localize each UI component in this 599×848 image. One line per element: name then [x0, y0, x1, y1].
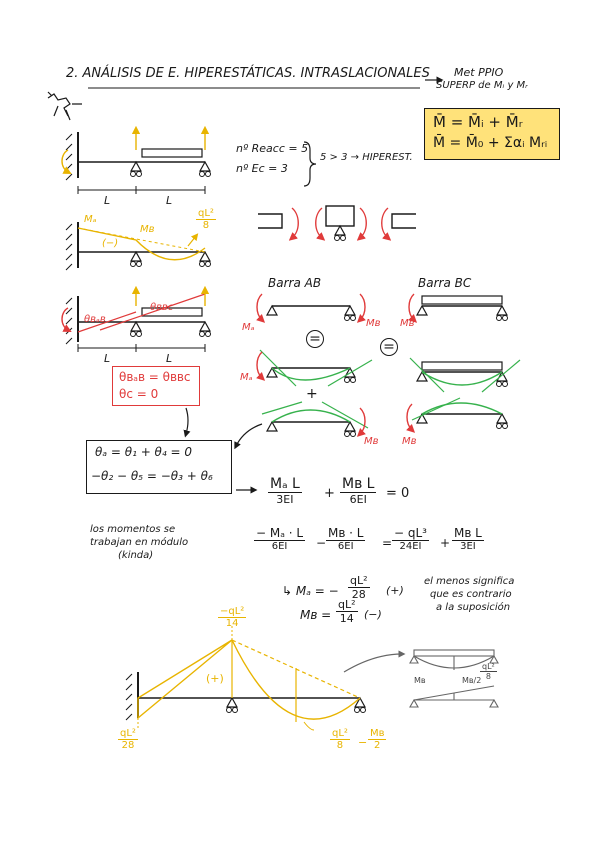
theta-line-2: −θ₂ − θ₅ = −θ₃ + θ₆ — [91, 469, 213, 483]
eq1-term2-den: 6EI — [349, 493, 367, 506]
eq2-plus: + — [440, 536, 451, 550]
span-label-3b: L — [166, 352, 173, 365]
eq2-term2-num: Mʙ · L — [328, 526, 364, 540]
bar-bc-label: Barra BC — [418, 276, 472, 290]
result-ma-den: 28 — [351, 588, 366, 601]
eq1-term2 — [340, 476, 376, 506]
final-moment-diagram — [126, 624, 366, 730]
eq1-term1 — [268, 476, 302, 506]
mini-mb-label: Mʙ — [414, 676, 426, 685]
eq2-term3 — [392, 526, 429, 552]
bar-ab-mb-deflection — [262, 402, 368, 437]
mb-label-ab-2: Mʙ — [364, 436, 379, 447]
result-mb-den: 14 — [339, 612, 354, 625]
label-mb-load: Mʙ — [140, 224, 155, 235]
final-right-tail-den: 2 — [374, 740, 381, 751]
equations-count: nº Ec = 3 — [236, 162, 288, 175]
final-right-label — [330, 728, 350, 751]
note-left-1: los momentos se — [90, 524, 176, 535]
eq2-term2 — [326, 526, 365, 552]
bar-ab-diagram — [257, 294, 365, 321]
ma-label-ab-2: Mₐ — [240, 372, 253, 383]
span-label-1a: L — [104, 194, 111, 207]
final-right-tail — [368, 728, 386, 751]
arrow-down — [186, 408, 188, 434]
final-left-den: 28 — [121, 740, 135, 751]
bar-bc-diagram — [409, 294, 508, 321]
eq2-term3-den: 24EI — [399, 541, 422, 552]
ma-label-ab: Mₐ — [242, 322, 255, 333]
result-mb-sign: (−) — [364, 608, 382, 621]
label-ma-load: Mₐ — [84, 214, 97, 225]
node-isolation-sketch — [258, 206, 416, 241]
formula-line-1: M̄ = M̄ᵢ + M̄ᵣ — [433, 113, 523, 131]
final-top-den: 14 — [225, 618, 239, 629]
result-ma-num: qL² — [350, 574, 368, 587]
arrow-to-mini — [344, 654, 402, 672]
method-line-2: SUPERP de Mᵢ y Mᵣ — [436, 80, 528, 91]
bar-ab-label: Barra AB — [268, 276, 322, 290]
result-ma-frac — [348, 574, 370, 601]
eq2-minus: − — [316, 536, 327, 550]
plus-sign: + — [306, 386, 318, 402]
final-right-den: 8 — [336, 740, 344, 751]
mb-label-bc-2: Mʙ — [402, 436, 417, 447]
eq1-term1-num: Mₐ L — [270, 476, 300, 492]
bar-bc-mb-deflection — [407, 398, 508, 430]
span-label-1b: L — [166, 194, 173, 207]
eq2-term1-num: − Mₐ · L — [256, 526, 304, 540]
result-mb-lhs: Mʙ = — [300, 608, 332, 622]
note-right-1: el menos significa — [424, 576, 515, 587]
theta-line-1: θₐ = θ₁ + θ₄ = 0 — [95, 445, 193, 459]
reactions-count: nº Reacc = 5 — [236, 142, 309, 155]
formula-box — [424, 108, 560, 160]
note-right-2: que es contrario — [430, 589, 512, 600]
eq2-term2-den: 6EI — [337, 541, 354, 552]
label-theta-bbc: θʙʙᴄ — [150, 302, 174, 313]
equals-sign-bc: = — [380, 338, 398, 356]
final-left-num: qL² — [120, 728, 136, 739]
mb-label-bc: Mʙ — [400, 318, 415, 329]
eq2-term1-den: 6EI — [271, 541, 288, 552]
method-line-1: Met PPIO — [454, 66, 504, 79]
mini-ql2-den: 8 — [485, 672, 491, 681]
note-left-3: (kinda) — [118, 550, 154, 561]
hyperstatic-result: 5 > 3 → HIPEREST. — [320, 152, 413, 163]
span-label-3a: L — [104, 352, 111, 365]
eq2-term4-den: 3EI — [460, 541, 476, 552]
final-right-tail-num: Mʙ — [370, 728, 385, 739]
formula-line-2: M̄ = M̄₀ + Σαᵢ Mᵣᵢ — [433, 135, 548, 151]
final-right-minus: − — [358, 736, 368, 749]
theta-box — [86, 440, 232, 494]
eq2-term4 — [452, 526, 484, 552]
eq2-equals: = — [382, 536, 393, 550]
mini-ql2-num: qL² — [482, 662, 495, 671]
final-sign: (+) — [206, 672, 224, 685]
eq2-term1 — [254, 526, 305, 552]
result-mb-frac — [336, 598, 358, 625]
eq1-rhs: = 0 — [386, 486, 410, 501]
bar-bc-load-deflection — [410, 358, 520, 392]
final-right-num: qL² — [332, 728, 348, 739]
compat-line-1: θʙₐʙ = θʙʙᴄ — [119, 370, 191, 384]
note-left-2: trabajan en módulo — [90, 537, 189, 548]
final-top-num: −qL² — [220, 606, 245, 617]
mini-mb2-label: Mʙ/2 — [462, 676, 482, 685]
mb-label-ab: Mʙ — [366, 318, 381, 329]
eq2-term3-num: − qL³ — [394, 526, 427, 540]
beam-2 — [66, 222, 211, 270]
beam-1 — [62, 130, 211, 194]
result-ma-lhs: ↳ Mₐ = − — [282, 584, 339, 598]
eq1-term2-num: Mʙ L — [342, 476, 375, 492]
final-top-label — [218, 606, 246, 629]
compatibility-box — [112, 366, 200, 406]
label-ql2-8-den: 8 — [202, 220, 210, 231]
label-ql2-8-num: qL² — [198, 208, 214, 219]
label-ql2-8 — [196, 208, 216, 231]
eq1-plus: + — [324, 486, 335, 501]
compat-line-2: θᴄ = 0 — [119, 387, 159, 401]
arrow-curved-to-theta — [236, 424, 262, 446]
eq1-term1-den: 3EI — [276, 493, 294, 506]
note-right-3: a la suposición — [436, 602, 511, 613]
label-c-minus: (−) — [102, 238, 119, 249]
bar-ab-ma-deflection — [257, 350, 372, 386]
eq2-term4-num: Mʙ L — [454, 526, 482, 540]
page-title: 2. ANÁLISIS DE E. HIPERESTÁTICAS. INTRASLACIONALES — [66, 66, 430, 81]
label-theta-bab: θʙₐʙ — [84, 314, 106, 325]
mini-ql2-label — [480, 662, 497, 681]
result-mb-num: qL² — [338, 598, 356, 611]
result-ma-sign: (+) — [386, 584, 404, 597]
equals-sign-ab: = — [306, 330, 324, 348]
final-left-label — [118, 728, 138, 751]
doodle-icon — [48, 92, 82, 120]
